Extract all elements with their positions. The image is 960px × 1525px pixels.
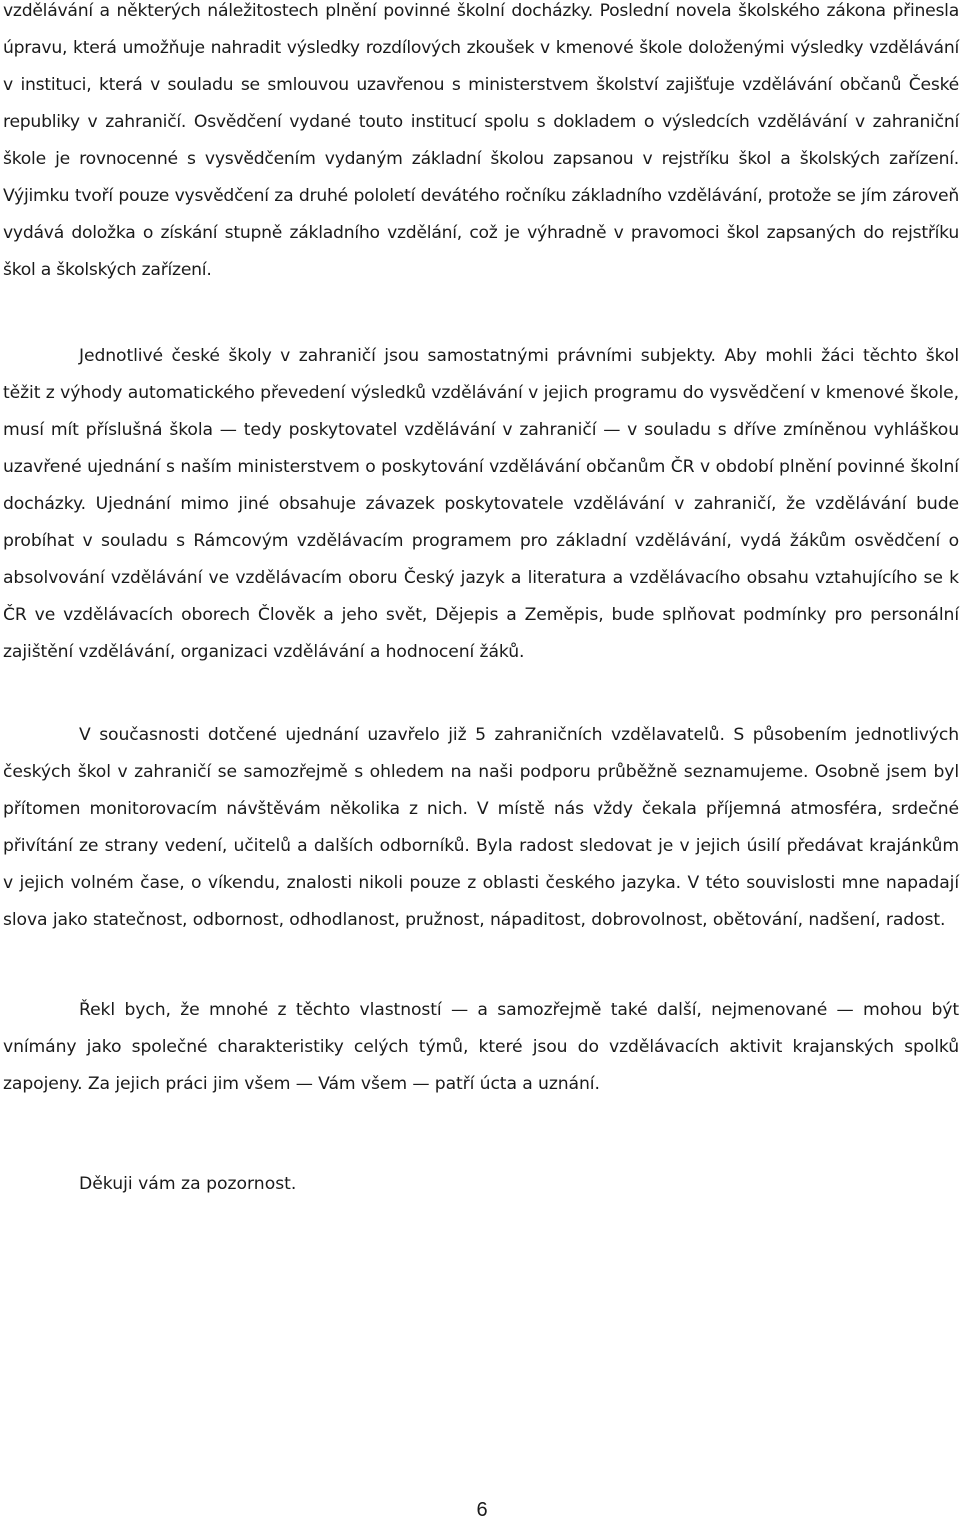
page-number: 6 — [476, 1499, 488, 1521]
paragraph: V současnosti dotčené ujednání uzavřelo již 5 zahraničních vzdělavatelů. S působením jednotlivých českých škol v zahraničí se samozřejmě s ohledem na naši podporu průběžně seznamujeme. Osobně jsem byl přítomen monitorovacím návštěvám několika z nich. V místě nás vždy čekala příjemná atmosféra, srdečné přivítání ze strany vedení, učitelů a dalších odborníků. Byla radost sledovat je v jejich úsilí předávat krajánkům v jejich volném čase, o víkendu, znalosti nikoli pouze z oblasti českého jazyka. V této souvislosti mne napadají slova jako statečnost, odbornost, odhodlanost, pružnost, nápaditost, dobrovolnost, obětování, nadšení, radost. — [3, 725, 959, 930]
paragraph: Jednotlivé české školy v zahraničí jsou samostatnými právními subjekty. Aby mohli žáci těchto škol těžit z výhody automatického převedení výsledků vzdělávání v jejich programu do vysvědčení v kmenové škole, musí mít příslušná škola — tedy poskytovatel vzdělávání v zahraničí — v souladu s dříve zmíněnou vyhláškou uzavřené ujednání s naším ministerstvem o poskytování vzdělávání občanům ČR v období plnění povinné školní docházky. Ujednání mimo jiné obsahuje závazek poskytovatele vzdělávání v zahraničí, že vzdělávání bude probíhat v souladu s Rámcovým vzdělávacím programem pro základní vzdělávání, vydá žákům osvědčení o absolvování vzdělávání ve vzdělávacím oboru Český jazyk a literatura a vzdělávacího obsahu vztahujícího se k ČR ve vzdělávacích oborech Člověk a jeho svět, Dějepis a Zeměpis, bude splňovat podmínky pro personální zajištění vzdělávání, organizaci vzdělávání a hodnocení žáků. — [3, 346, 959, 662]
paragraph: Řekl bych, že mnohé z těchto vlastností — a samozřejmě také další, nejmenované — mohou být vnímány jako společné charakteristiky celých týmů, které jsou do vzdělávacích aktivit krajanských spolků zapojeny. Za jejich práci jim všem — Vám všem — patří úcta a uznání. — [3, 1000, 959, 1094]
closing-line: Děkuji vám za pozornost. — [79, 1174, 297, 1194]
paragraph: vzdělávání a některých náležitostech plnění povinné školní docházky. Poslední novela školského zákona přinesla úpravu, která umožňuje nahradit výsledky rozdílových zkoušek v kmenové škole doloženými výsledky vzdělávání v instituci, která v souladu se smlouvou uzavřenou s ministerstvem školství zajišťuje vzdělávání občanů České republiky v zahraničí. Osvědčení vydané touto institucí spolu s dokladem o výsledcích vzdělávání v zahraniční škole je rovnocenné s vysvědčením vydaným základní školou zapsanou v rejstříku škol a školských zařízení. Výjimku tvoří pouze vysvědčení za druhé pololetí devátého ročníku základního vzdělávání, protože se jím zároveň vydává doložka o získání stupně základního vzdělání, což je výhradně v pravomoci škol zapsaných do rejstříku škol a školských zařízení. — [3, 1, 959, 280]
